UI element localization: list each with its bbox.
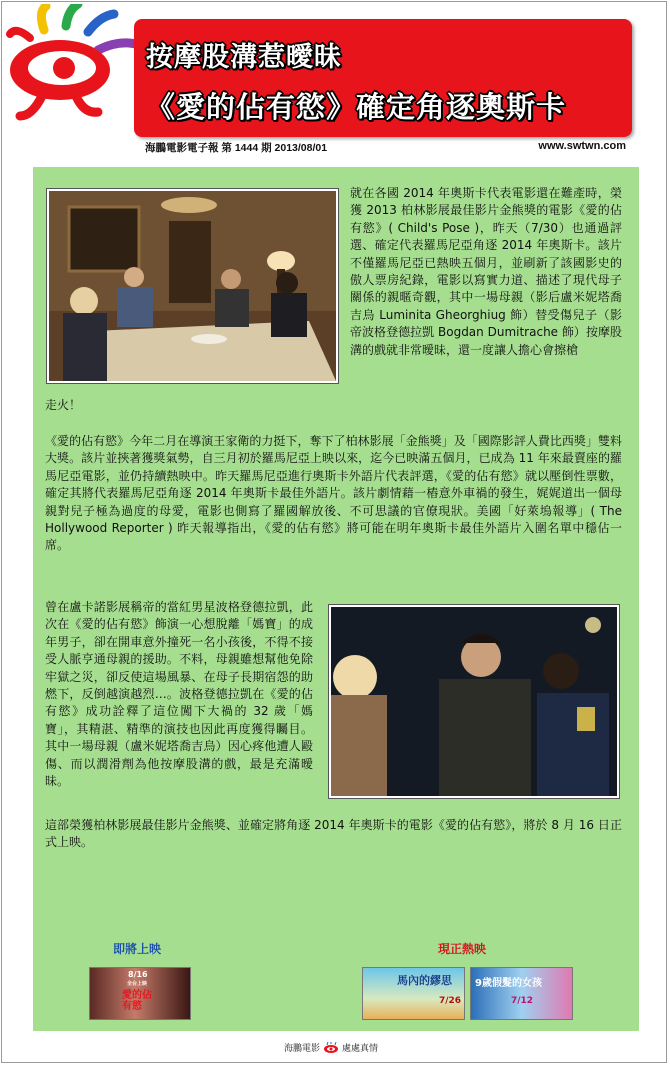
headline-line-2: 《愛的佔有慾》確定角逐奧斯卡 <box>146 90 567 124</box>
paragraph-1-end: 走火！ <box>45 398 82 412</box>
poster-a-title: 愛的佔有慾 <box>122 990 152 1012</box>
poster-b-date: 7/26 <box>439 996 462 1006</box>
haipeng-logo <box>2 4 140 122</box>
headline-line-1: 按摩股溝惹曖昧 <box>146 42 342 73</box>
paragraph-3: 曾在盧卡諾影展稱帝的當紅男星波格登德拉凱，此次在《愛的佔有慾》飾演一心想脫離「媽寶」的成年男子，卻在開車意外撞死一名小孩後，不得不接受人脈亨通母親的援助。不料，母親雖想幫他免除牢獄之災，卻反使這場風暴、在母子長期宿怨的助燃下，反倒越演越烈…。波格登德拉凱在《愛的佔有慾》成功詮釋了這位闖下大禍的 32 歲「媽寶」，其精湛、精準的演技也因此再度獲得矚目。其中一場母親（盧米妮塔喬吉烏）因心疼他遭人毆傷、而以潤滑劑為他按摩股溝的戲，最是充滿曖昧。 <box>45 600 313 789</box>
still-photo-dinner <box>47 189 338 383</box>
poster-childs-pose[interactable] <box>89 967 191 1020</box>
poster-b-title: 馬內的繆思 <box>397 974 452 987</box>
article-panel <box>33 167 639 1031</box>
poster-a-date: 8/16 <box>128 970 148 979</box>
poster-manet-muse[interactable] <box>362 967 465 1020</box>
poster-a-subtitle: 全台上映 <box>127 981 148 987</box>
footer-slogan: 處處真情 <box>342 1044 379 1054</box>
now-showing-label: 現正熱映 <box>438 942 487 956</box>
issue-info: 海鵬電影電子報 第 1444 期 2013/08/01 <box>145 142 328 154</box>
paragraph-4: 這部榮獲柏林影展最佳影片金熊獎、並確定將角逐 2014 年奧斯卡的電影《愛的佔有慾》，將於 8 月 16 日正式上映。 <box>45 818 622 850</box>
poster-c-date: 7/12 <box>511 996 534 1006</box>
poster-c-title: 9歲假髮的女孩 <box>475 978 542 989</box>
title-banner <box>134 19 632 137</box>
coming-soon-label: 即將上映 <box>113 942 162 956</box>
logo-mark-icon <box>323 1042 339 1054</box>
still-photo-police <box>329 605 619 798</box>
footer-brand: 海鵬電影 <box>284 1044 321 1054</box>
paragraph-2: 《愛的佔有慾》今年二月在導演王家衛的力挺下，奪下了柏林影展「金熊獎」及「國際影評人費比西獎」雙料大獎。該片並挾著獲獎氣勢，自三月初於羅馬尼亞上映以來，迄今已映滿五個月，已成為 11 年來最賣座的羅馬尼亞電影，並仍持續熱映中。昨天羅馬尼亞進行奧斯卡外語片代表評選，《愛的佔有慾》就以壓倒性票數，確定其將代表羅馬尼亞角逐 2014 年奧斯卡最佳外語片。該片劇情藉一樁意外車禍的發生，娓娓道出一個母親對兒子極為過度的母愛，電影也側寫了羅國解放後、不可思議的官僚現狀。美國「好萊塢報導」( The Hollywood Reporter ) 昨天報導指出，《愛的佔有慾》將可能在明年奧斯卡最佳外語片入圍名單中穩佔一席。 <box>45 434 622 553</box>
poster-wig-girl[interactable] <box>470 967 573 1020</box>
footer <box>284 1041 378 1054</box>
website-link[interactable]: www.swtwn.com <box>538 140 626 152</box>
paragraph-1: 就在各國 2014 年奧斯卡代表電影還在難產時，榮獲 2013 柏林影展最佳影片金熊獎的電影《愛的佔有慾》( Child's Pose )，昨天（7/30）也通過評選、確定代表羅馬尼亞角逐 2014 年奧斯卡。該片不僅羅馬尼亞已熱映五個月，並刷新了該國影史的傲人票房紀錄，電影以寫實力道、描述了現代母子關係的親暱奇觀，其中一場母親（影后盧米妮塔喬吉烏 Luminita Gheorghiug 飾）替受傷兒子（影帝波格登德拉凱 Bogdan Dumitrache 飾）按摩股溝的戲就非常曖昧，還一度讓人擔心會擦槍 <box>350 186 622 357</box>
